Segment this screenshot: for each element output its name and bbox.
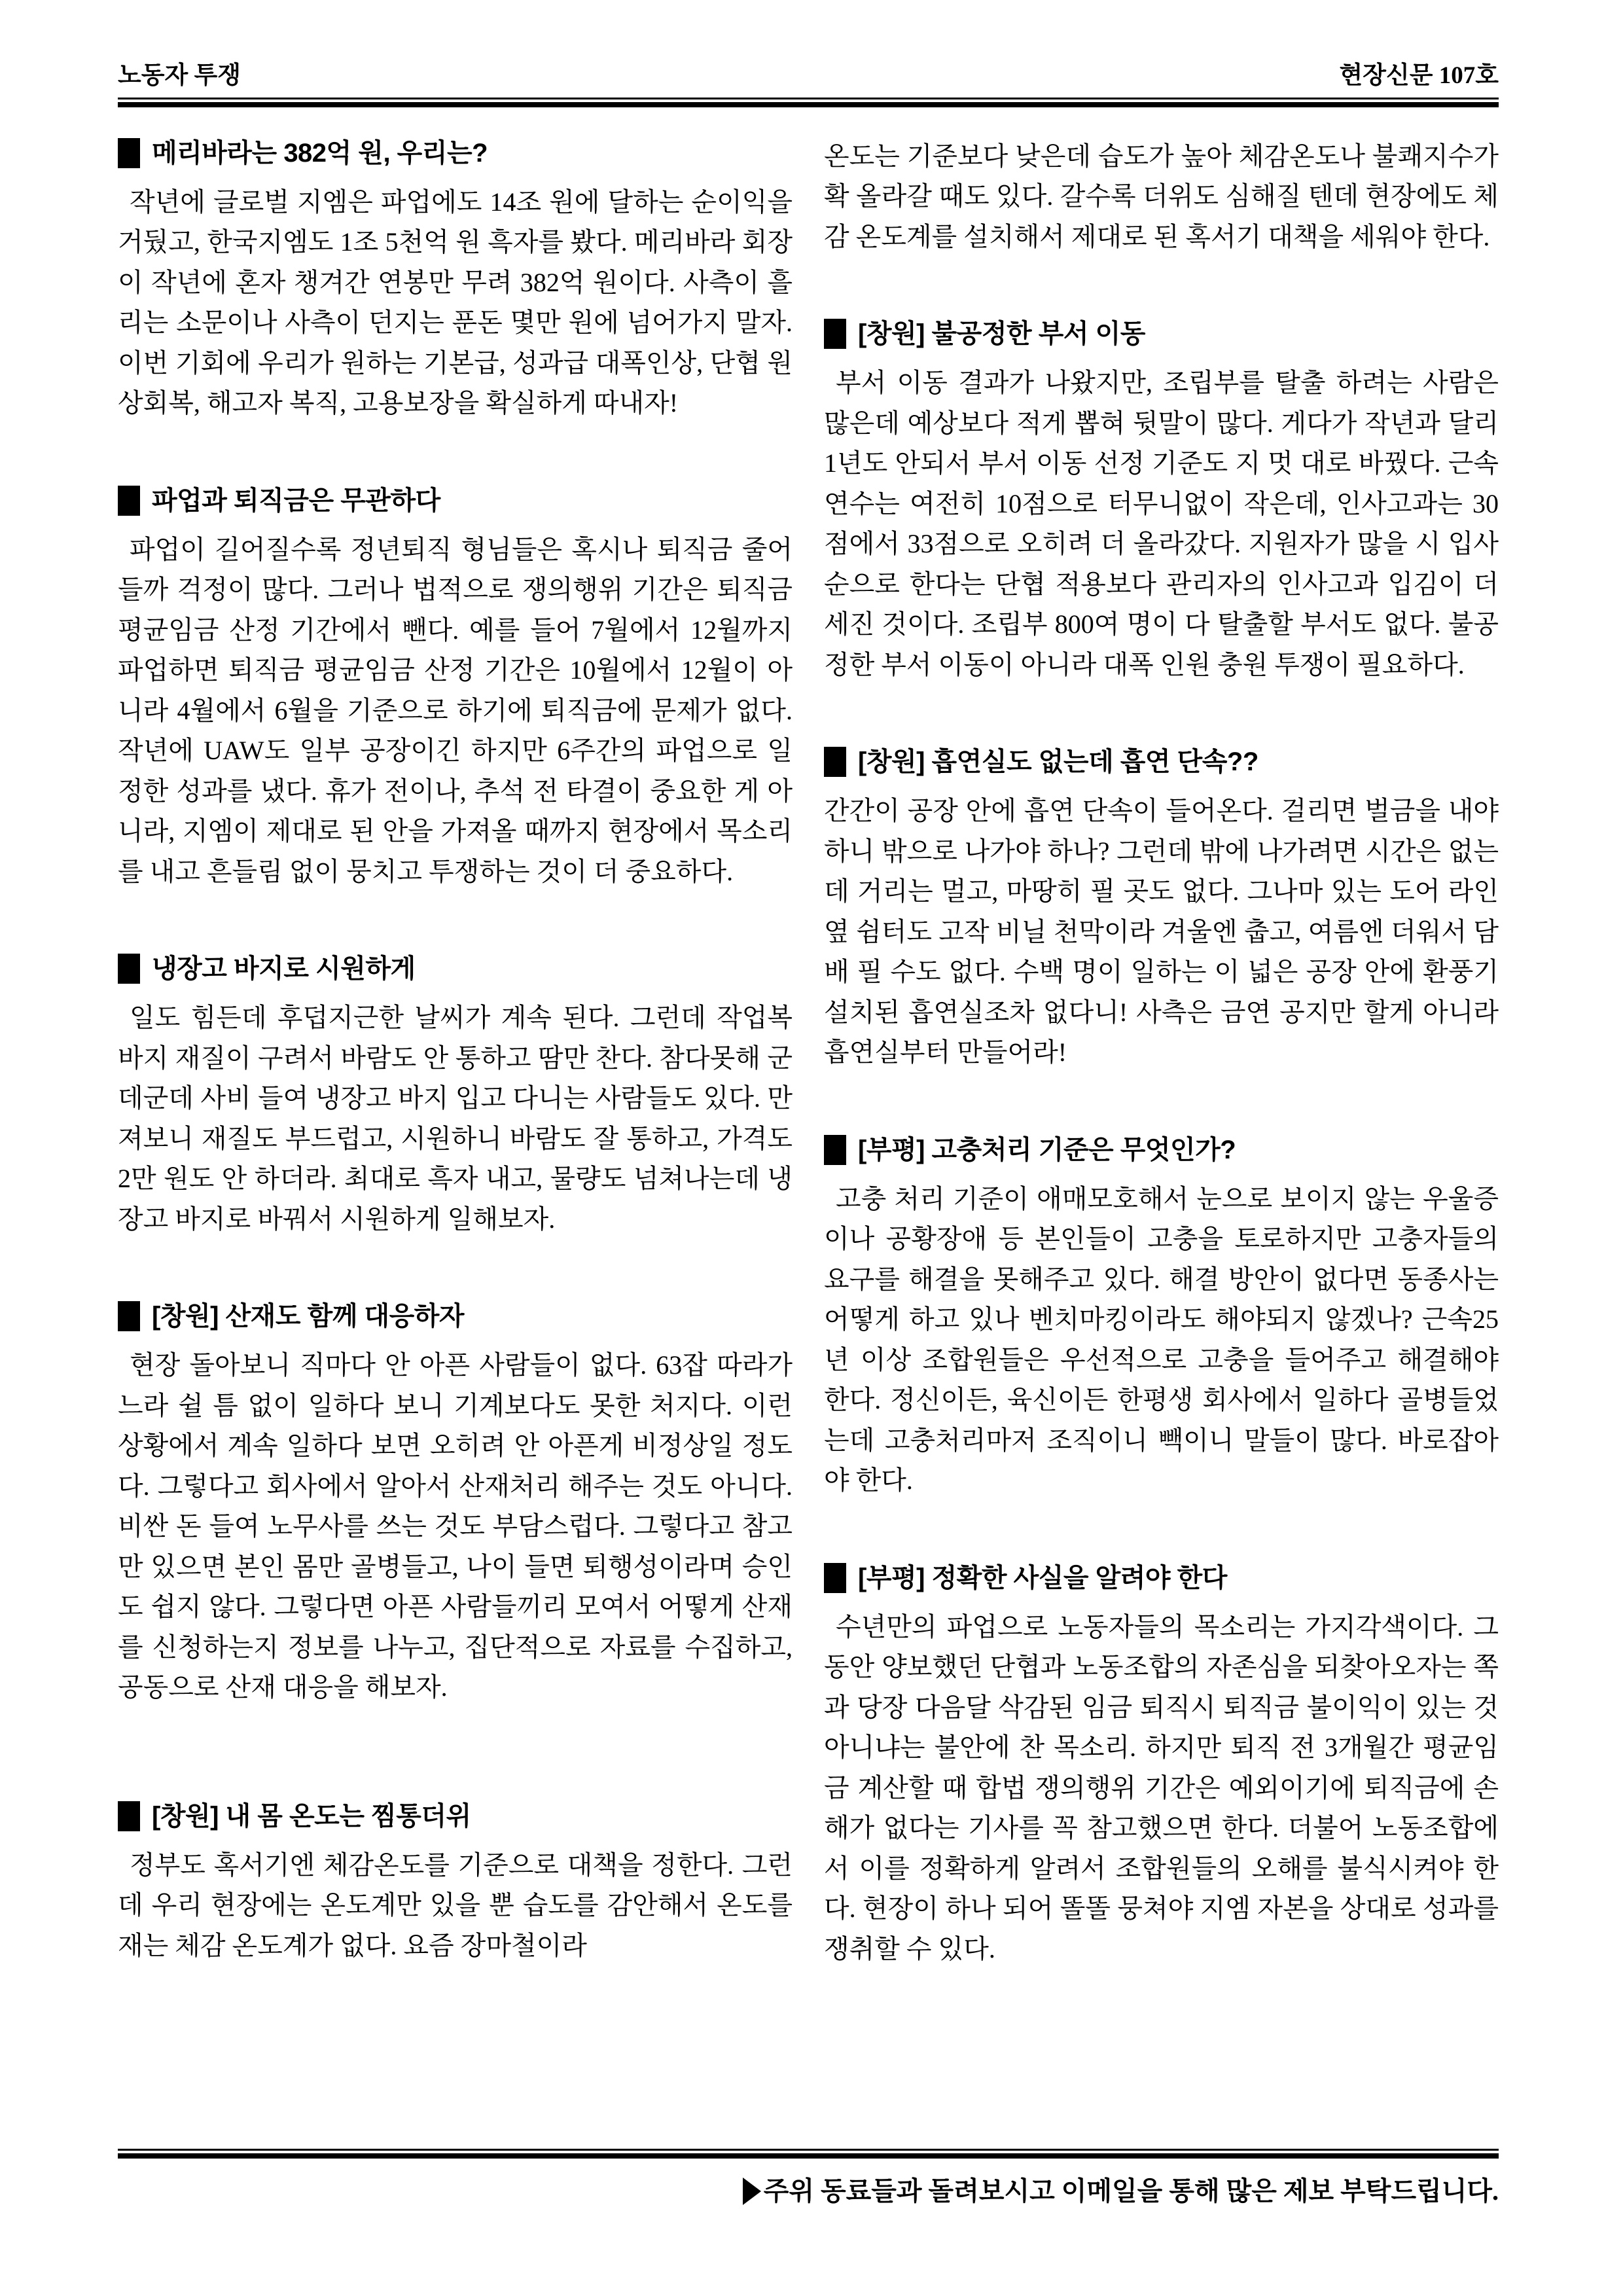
section-title-text: [창원] 산재도 함께 대응하자 xyxy=(152,1302,465,1331)
footer xyxy=(0,2149,1623,2296)
square-bullet-icon xyxy=(118,138,140,168)
header xyxy=(0,0,1623,90)
section-title-text: [창원] 내 몸 온도는 찜통더위 xyxy=(152,1801,471,1831)
section-body: 간간이 공장 안에 흡연 단속이 들어온다. 걸리면 벌금을 내야 하니 밖으로 나가야 하나? 그런데 밖에 나가려면 시간은 없는데 거리는 멀고, 마땅히 필 곳도 없다. 그나마 있는 도어 라인 옆 쉼터도 고작 비닐 천막이라 겨울엔 춥고, 여름엔 더워서 담배 필 수도 없다. 수백 명이 일하는 이 넓은 공장 안에 환풍기 설치된 흡연실조차 없다니! 사측은 금연 공지만 할게 아니라 흡연실부터 만들어라! xyxy=(824,796,1499,1067)
section-title xyxy=(824,1561,1499,1595)
square-bullet-icon xyxy=(824,1563,846,1593)
section-body: 온도는 기준보다 낮은데 습도가 높아 체감온도나 불쾌지수가 확 올라갈 때도 있다. 갈수록 더위도 심해질 텐데 현장에도 체감 온도계를 설치해서 제대로 된 혹서기 대책을 세워야 한다. xyxy=(824,141,1499,251)
column-left xyxy=(118,136,793,1966)
section-title-text: [창원] 흡연실도 없는데 흡연 단속?? xyxy=(858,747,1258,777)
section-title-text: 메리바라는 382억 원, 우리는? xyxy=(152,138,488,168)
article-section-continued xyxy=(824,136,1499,257)
section-body: 작년에 글로벌 지엠은 파업에도 14조 원에 달하는 순이익을 거뒀고, 한국지엠도 1조 5천억 원 흑자를 봤다. 메리바라 회장이 작년에 혼자 챙겨간 연봉만 무려 382억 원이다. 사측이 흘리는 소문이나 사측이 던지는 푼돈 몇만 원에 넘어가지 말자. 이번 기회에 우리가 원하는 기본급, 성과급 대폭인상, 단협 원상회복, 해고자 복직, 고용보장을 확실하게 따내자! xyxy=(118,187,793,418)
section-title xyxy=(118,1799,793,1833)
section-title xyxy=(118,484,793,518)
section-title-text: [부평] 정확한 사실을 알려야 한다 xyxy=(858,1563,1227,1592)
square-bullet-icon xyxy=(118,1801,140,1831)
section-body: 일도 힘든데 후덥지근한 날씨가 계속 된다. 그런데 작업복 바지 재질이 구려서 바람도 안 통하고 땀만 찬다. 참다못해 군데군데 사비 들여 냉장고 바지 입고 다니는 사람들도 있다. 만져보니 재질도 부드럽고, 시원하니 바람도 잘 통하고, 가격도 2만 원도 안 하더라. 최대로 흑자 내고, 물량도 넘쳐나는데 냉장고 바지로 바꿔서 시원하게 일해보자. xyxy=(118,1003,793,1234)
square-bullet-icon xyxy=(118,1301,140,1331)
square-bullet-icon xyxy=(824,319,846,349)
section-title xyxy=(118,136,793,170)
header-rule-thin xyxy=(118,98,1499,99)
section-title xyxy=(118,952,793,986)
section-title xyxy=(824,1133,1499,1167)
article-section xyxy=(824,1561,1499,1969)
article-section xyxy=(118,1799,793,1966)
section-body: 파업이 길어질수록 정년퇴직 형님들은 혹시나 퇴직금 줄어들까 걱정이 많다. 그러나 법적으로 쟁의행위 기간은 퇴직금 평균임금 산정 기간에서 뺀다. 예를 들어 7월에서 12월까지 파업하면 퇴직금 평균임금 산정 기간은 10월에서 12월이 아니라 4월에서 6월을 기준으로 하기에 퇴직금에 문제가 없다. 작년에 UAW도 일부 공장이긴 하지만 6주간의 파업으로 일정한 성과를 냈다. 휴가 전이나, 추석 전 타결이 중요한 게 아니라, 지엠이 제대로 된 안을 가져올 때까지 현장에서 목소리를 내고 흔들림 없이 뭉치고 투쟁하는 것이 더 중요하다. xyxy=(118,534,793,886)
section-title-text: 파업과 퇴직금은 무관하다 xyxy=(152,486,440,515)
square-bullet-icon xyxy=(824,747,846,777)
issue-number: 현장신문 107호 xyxy=(1339,62,1499,89)
section-title xyxy=(118,1299,793,1333)
section-title-text: [창원] 불공정한 부서 이동 xyxy=(858,319,1145,349)
article-section xyxy=(824,745,1499,1073)
column-right xyxy=(824,136,1499,1969)
article-section xyxy=(118,1299,793,1708)
square-bullet-icon xyxy=(824,1135,846,1165)
footer-rule-thin xyxy=(118,2149,1499,2151)
section-body: 부서 이동 결과가 나왔지만, 조립부를 탈출 하려는 사람은 많은데 예상보다 적게 뽑혀 뒷말이 많다. 게다가 작년과 달리 1년도 안되서 부서 이동 선정 기준도 지 멋 대로 바꿨다. 근속연수는 여전히 10점으로 터무니없이 작은데, 인사고과는 30점에서 33점으로 오히려 더 올라갔다. 지원자가 많을 시 입사순으로 한다는 단협 적용보다 관리자의 인사고과 입김이 더 세진 것이다. 조립부 800여 명이 다 탈출할 부서도 없다. 불공정한 부서 이동이 아니라 대폭 인원 충원 투쟁이 필요하다. xyxy=(824,368,1499,679)
article-section xyxy=(118,136,793,423)
article-section xyxy=(118,952,793,1239)
square-bullet-icon xyxy=(118,486,140,516)
article-section xyxy=(118,484,793,892)
section-body: 수년만의 파업으로 노동자들의 목소리는 가지각색이다. 그동안 양보했던 단협과 노동조합의 자존심을 되찾아오자는 쪽과 당장 다음달 삭감된 임금 퇴직시 퇴직금 불이익이 있는 것 아니냐는 불안에 찬 목소리. 하지만 퇴직 전 3개월간 평균임금 계산할 때 합법 쟁의행위 기간은 예외이기에 퇴직금에 손해가 없다는 기사를 꼭 참고했으면 한다. 더불어 노동조합에서 이를 정확하게 알려서 조합원들의 오해를 불식시켜야 한다. 현장이 하나 되어 똘똘 뭉쳐야 지엠 자본을 상대로 성과를 쟁취할 수 있다. xyxy=(824,1611,1499,1964)
footer-rule-thick xyxy=(118,2153,1499,2159)
footer-note-text: 주위 동료들과 돌려보시고 이메일을 통해 많은 제보 부탁드립니다. xyxy=(763,2176,1499,2206)
section-title xyxy=(824,745,1499,779)
footer-rule xyxy=(118,2149,1499,2159)
right-triangle-icon xyxy=(743,2178,761,2205)
article-section xyxy=(824,1133,1499,1501)
section-title-text: [부평] 고충처리 기준은 무엇인가? xyxy=(858,1135,1236,1164)
section-title xyxy=(824,317,1499,351)
header-rule xyxy=(118,98,1499,107)
article-section xyxy=(824,317,1499,685)
section-body: 고충 처리 기준이 애매모호해서 눈으로 보이지 않는 우울증이나 공황장애 등 본인들이 고충을 토로하지만 고충자들의 요구를 해결을 못해주고 있다. 해결 방안이 없다면 동종사는 어떻게 하고 있나 벤치마킹이라도 해야되지 않겠나? 근속25년 이상 조합원들은 우선적으로 고충을 들어주고 해결해야 한다. 정신이든, 육신이든 한평생 회사에서 일하다 골병들었는데 고충처리마저 조직이니 빽이니 말들이 많다. 바로잡아야 한다. xyxy=(824,1183,1499,1496)
masthead-title: 노동자 투쟁 xyxy=(118,62,241,89)
section-body: 현장 돌아보니 직마다 안 아픈 사람들이 없다. 63잡 따라가느라 쉴 틈 없이 일하다 보니 기계보다도 못한 처지다. 이런 상황에서 계속 일하다 보면 오히려 안 아픈게 비정상일 정도다. 그렇다고 회사에서 알아서 산재처리 해주는 것도 아니다. 비싼 돈 들여 노무사를 쓰는 것도 부담스럽다. 그렇다고 참고만 있으면 본인 몸만 골병들고, 나이 들면 퇴행성이라며 승인도 쉽지 않다. 그렇다면 아픈 사람들끼리 모여서 어떻게 산재를 신청하는지 정보를 나누고, 집단적으로 자료를 수집하고, 공동으로 산재 대응을 해보자. xyxy=(118,1350,793,1702)
header-rule-thick xyxy=(118,102,1499,107)
section-body: 정부도 혹서기엔 체감온도를 기준으로 대책을 정한다. 그런데 우리 현장에는 온도계만 있을 뿐 습도를 감안해서 온도를 재는 체감 온도계가 없다. 요즘 장마철이라 xyxy=(118,1850,793,1960)
square-bullet-icon xyxy=(118,954,140,984)
footer-note xyxy=(118,2176,1499,2207)
section-title-text: 냉장고 바지로 시원하게 xyxy=(152,954,416,984)
content-columns xyxy=(0,107,1623,1969)
